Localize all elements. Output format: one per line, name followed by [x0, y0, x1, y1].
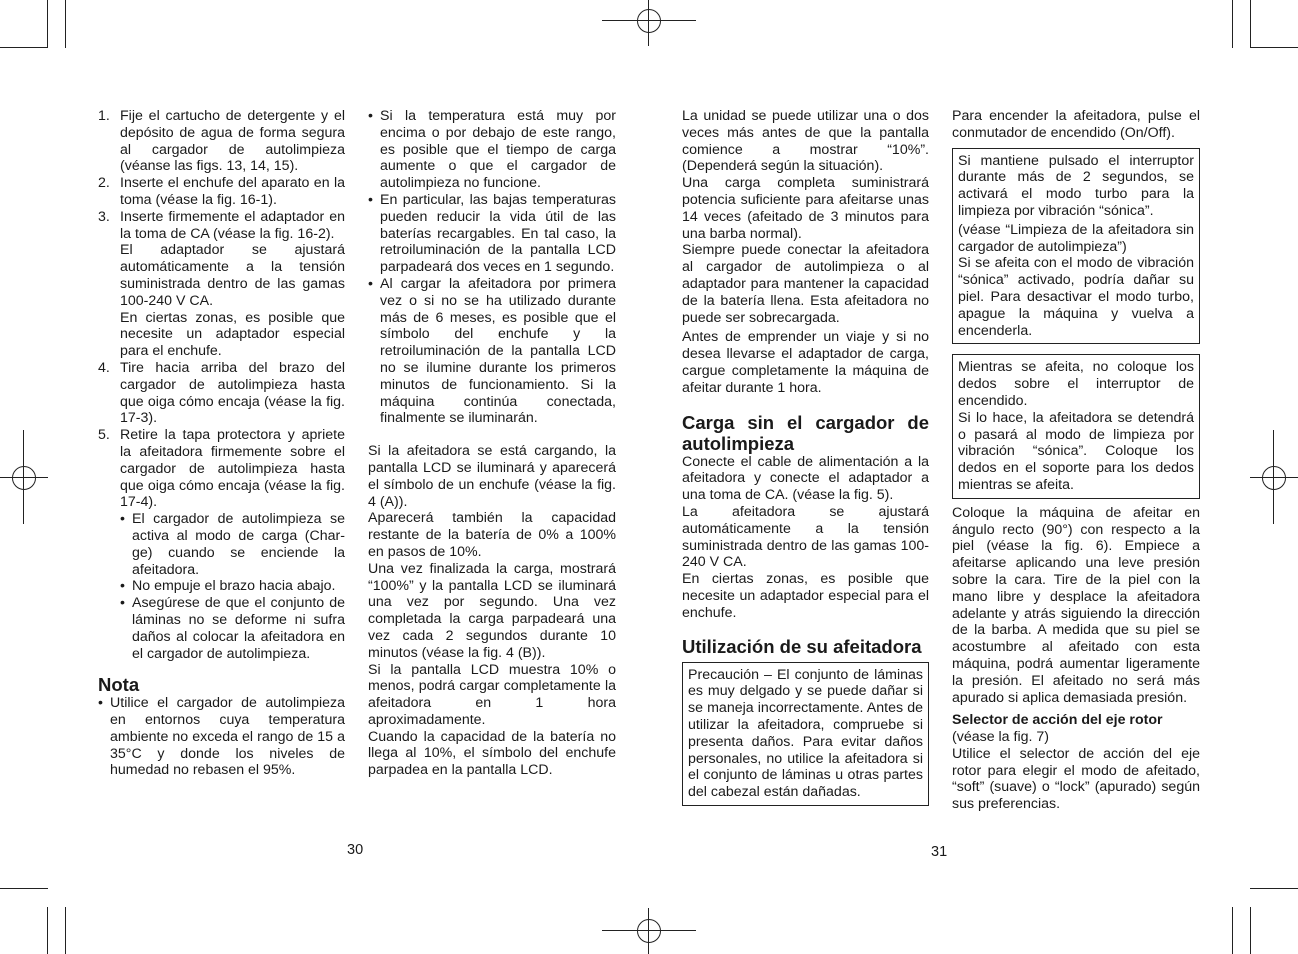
- column-1: [98, 108, 345, 779]
- paragraph: Conecte el cable de alimentación a la afeitadora y conecte el adaptador a una toma de CA. (véase la fig. 5).: [682, 453, 929, 504]
- nota-bullets: [98, 695, 345, 779]
- selector-heading: Selector de acción del eje rotor: [952, 712, 1163, 729]
- turbo-mode-box: [952, 148, 1200, 345]
- selector-reference: (véase la fig. 7): [952, 729, 1049, 746]
- paragraph: Para encender la afeitadora, pulse el conmutador de encendido (On/Off).: [952, 108, 1200, 141]
- step-3: 3. Inserte firmemente el adaptador en la toma de CA (véase la fig. 16-2). El adaptador se ajustará automáticamente a la tensión suministrada dentro de las gamas 100-240 V CA. En ciertas zonas, es posible que necesite un adaptador especial para el enchufe.: [98, 208, 345, 360]
- box-text: Si lo hace, la afeitadora se detendrá o pasará al modo de limpieza por vibración “sónica”. Coloque los dedos en el soporte para los dedos mientras se afeita.: [958, 409, 1194, 493]
- column-3: [682, 108, 929, 806]
- steps-list: [98, 108, 345, 662]
- list-item: • En particular, las bajas temperaturas pueden reducir la vida útil de las baterías recargables. En tal caso, la retroiluminación de la pantalla LCD parpadeará dos veces en 1 segundo.: [368, 192, 616, 276]
- paragraph: En ciertas zonas, es posible que necesite un adaptador especial para el enchufe.: [682, 571, 929, 621]
- paragraph: Coloque la máquina de afeitar en ángulo recto (90°) con respecto a la piel (véase la fig. 6). Empiece a afeitarse aplicando una leve presión sobre la cara. Tire de la piel con la mano libre y desplace la afeitadora adelante y atrás siguiendo la dirección de la barba. A medida que su piel se acostumbre al afeitado con esta máquina, podrá aumentar ligeramente la presión. El afeitado no será más apurado si aplica demasiada presión.: [952, 504, 1200, 706]
- paragraph: Cuando la capacidad de la batería no llega al 10%, el símbolo del enchufe parpadea en la pantalla LCD.: [368, 728, 616, 779]
- box-text: (véase “Limpieza de la afeitadora sin cargador de autolimpieza”): [958, 221, 1194, 255]
- list-item: • El cargador de autolimpieza se activa al modo de carga (Char-ge) cuando se enciende la afeitadora.: [120, 511, 345, 578]
- column-2: [368, 108, 616, 779]
- step-5-bullets: [120, 511, 345, 662]
- page-number-right: 31: [931, 844, 948, 860]
- page-number-left: 30: [347, 842, 364, 858]
- paragraph: Aparecerá también la capacidad restante de la batería de 0% a 100% en pasos de 10%.: [368, 510, 616, 560]
- paragraph: Una carga completa suministrará potencia suficiente para afeitarse unas 14 veces (afeitado de 3 minutos para una barba normal).: [682, 175, 929, 242]
- nota-heading: Nota: [98, 674, 140, 696]
- paragraph: Antes de emprender un viaje y si no desea llevarse el adaptador de carga, cargue completamente la máquina de afeitar durante 1 hora.: [682, 329, 929, 396]
- column-4: [952, 108, 1200, 813]
- box-text: Mientras se afeita, no coloque los dedos sobre el interruptor de encendido.: [958, 359, 1194, 409]
- list-item: • Asegúrese de que el conjunto de láminas no se deforme ni sufra daños al colocar la afeitadora en el cargador de autolimpieza.: [120, 595, 345, 662]
- box-text: Si mantiene pulsado el interruptor durante más de 2 segundos, se activará el modo turbo para la limpieza por vibración “sónica”.: [958, 152, 1194, 219]
- list-item: • No empuje el brazo hacia abajo.: [120, 578, 345, 595]
- step-2: 2. Inserte el enchufe del aparato en la toma (véase la fig. 16-1).: [98, 175, 345, 208]
- step-3-voltage-note: El adaptador se ajustará automáticamente a la tensión suministrada dentro de las gamas 100-240 V CA.: [120, 242, 345, 309]
- step-5: 5. Retire la tapa protectora y apriete la afeitadora firmemente sobre el cargador de autolimpieza hasta que oiga cómo encaja (véase la fig. 17-4). • El cargador de autolimpieza se activa al modo de carga (Char-ge) cuando se enciende la afeitadora. • No empuje el brazo hacia abajo. • Asegúrese de que el conjunto de láminas no se deforme ni sufra daños al colocar la afeitadora en el cargador de autolimpieza.: [98, 427, 345, 662]
- paragraph: Si la afeitadora se está cargando, la pantalla LCD se iluminará y aparecerá el símbolo de un enchufe (véase la fig. 4 (A)).: [368, 443, 616, 510]
- list-item: • Utilice el cargador de autolimpieza en entornos cuya temperatura ambiente no exceda el rango de 15 a 35°C y donde los niveles de humedad no rebasen el 95%.: [98, 695, 345, 779]
- paragraph: La unidad se puede utilizar una o dos veces más antes de que la pantalla comience a mostrar “10%”. (Dependerá según la situación).: [682, 108, 929, 175]
- paragraph: Siempre puede conectar la afeitadora al cargador de autolimpieza o al adaptador para mantener la capacidad de la batería llena. Esta afeitadora no puede ser sobrecargada.: [682, 242, 929, 326]
- caution-box: [682, 662, 929, 806]
- paragraph: Una vez finalizada la carga, mostrará “100%” y la pantalla LCD se iluminará una vez por segundo. Una vez completada la carga parpadeará una vez cada 2 segundos durante 10 minutos (véase la fig. 4 (B)).: [368, 560, 616, 661]
- usage-heading: Utilización de su afeitadora: [682, 635, 922, 657]
- charging-heading: Carga sin el cargador de autolimpieza: [682, 411, 929, 454]
- selector-text: Utilice el selector de acción del eje rotor para elegir el modo de afeitado, “soft” (suave) o “lock” (apurado) según sus preferencias.: [952, 745, 1200, 813]
- switch-warning-box: [952, 354, 1200, 498]
- temperature-bullets: [368, 108, 616, 427]
- step-4: 4. Tire hacia arriba del brazo del cargador de autolimpieza hasta que oiga cómo encaja (véase la fig. 17-3).: [98, 359, 345, 427]
- paragraph: La afeitadora se ajustará automáticamente a la tensión suministrada dentro de las gamas 100-240 V CA.: [682, 503, 929, 571]
- list-item: • Si la temperatura está muy por encima o por debajo de este rango, es posible que el tiempo de carga aumente o que el cargador de autolimpieza no funcione.: [368, 108, 616, 192]
- box-text: Si se afeita con el modo de vibración “sónica” activado, podría dañar su piel. Para desactivar el modo turbo, apague la máquina y vuelva a encenderla.: [958, 255, 1194, 339]
- list-item: • Al cargar la afeitadora por primera vez o si no se ha utilizado durante más de 6 meses, es posible que el símbolo del enchufe y la retroiluminación de la pantalla LCD no se ilumine durante los primeros minutos de funcionamiento. Si la máquina continúa conectada, finalmente se iluminarán.: [368, 276, 616, 427]
- caution-text: Precaución – El conjunto de láminas es muy delgado y se puede dañar si se maneja incorrectamente. Antes de utilizar la afeitadora, compruebe si presenta daños. Para evitar daños personales, no utilice la afeitadora si el conjunto de láminas u otras partes del cabezal están dañadas.: [688, 666, 923, 801]
- step-3-adapter-note: En ciertas zonas, es posible que necesite un adaptador especial para el enchufe.: [120, 309, 345, 360]
- paragraph: Si la pantalla LCD muestra 10% o menos, podrá cargar completamente la afeitadora en 1 hora aproximadamente.: [368, 661, 616, 728]
- step-1: 1. Fije el cartucho de detergente y el depósito de agua de forma segura al cargador de autolimpieza (véanse las figs. 13, 14, 15).: [98, 108, 345, 175]
